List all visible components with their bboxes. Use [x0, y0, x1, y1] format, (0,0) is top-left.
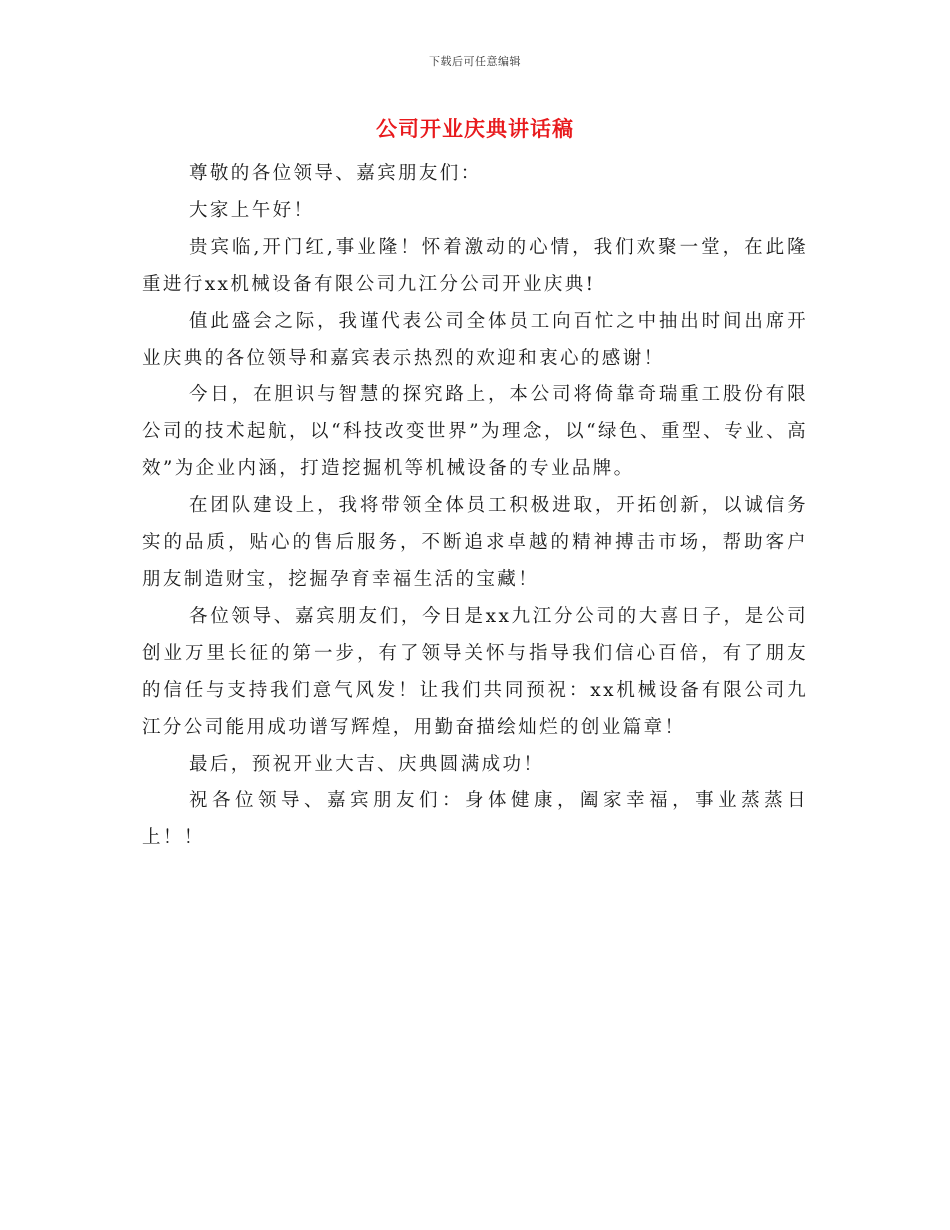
document-body — [142, 156, 808, 857]
paragraph-milestone: 各位领导、嘉宾朋友们，今日是xx九江分公司的大喜日子，是公司创业万里长征的第一步，有了领导关怀与指导我们信心百倍，有了朋友的信任与支持我们意气风发！让我们共同预祝：xx机械设备有限公司九江分公司能用成功谱写辉煌，用勤奋描绘灿烂的创业篇章！ — [142, 605, 808, 738]
paragraph-vision: 今日，在胆识与智慧的探究路上，本公司将倚靠奇瑞重工股份有限公司的技术起航，以“科技改变世界”为理念，以“绿色、重型、专业、高效”为企业内涵，打造挖掘机等机械设备的专业品牌。 — [142, 384, 808, 480]
paragraph-salutation: 尊敬的各位领导、嘉宾朋友们： — [189, 163, 482, 184]
paragraph-wishes: 最后，预祝开业大吉、庆典圆满成功！ — [189, 753, 545, 775]
document-title: 公司开业庆典讲话稿 — [376, 116, 574, 141]
paragraph-welcome: 值此盛会之际，我谨代表公司全体员工向百忙之中抽出时间出席开业庆典的各位领导和嘉宾表示热烈的欢迎和衷心的感谢！ — [142, 310, 808, 369]
paragraph-opening: 贵宾临,开门红,事业隆！怀着激动的心情，我们欢聚一堂，在此隆重进行xx机械设备有限公司九江分公司开业庆典! — [142, 236, 808, 295]
page-header: 下载后可任意编辑 — [429, 55, 521, 68]
paragraph-greeting: 大家上午好！ — [189, 199, 315, 221]
paragraph-team: 在团队建设上，我将带领全体员工积极进取，开拓创新，以诚信务实的品质，贴心的售后服务，不断追求卓越的精神搏击市场，帮助客户朋友制造财宝，挖掘孕育幸福生活的宝藏！ — [142, 495, 808, 590]
paragraph-closing: 祝各位领导、嘉宾朋友们：身体健康，阖家幸福，事业蒸蒸日上！！ — [142, 790, 808, 849]
